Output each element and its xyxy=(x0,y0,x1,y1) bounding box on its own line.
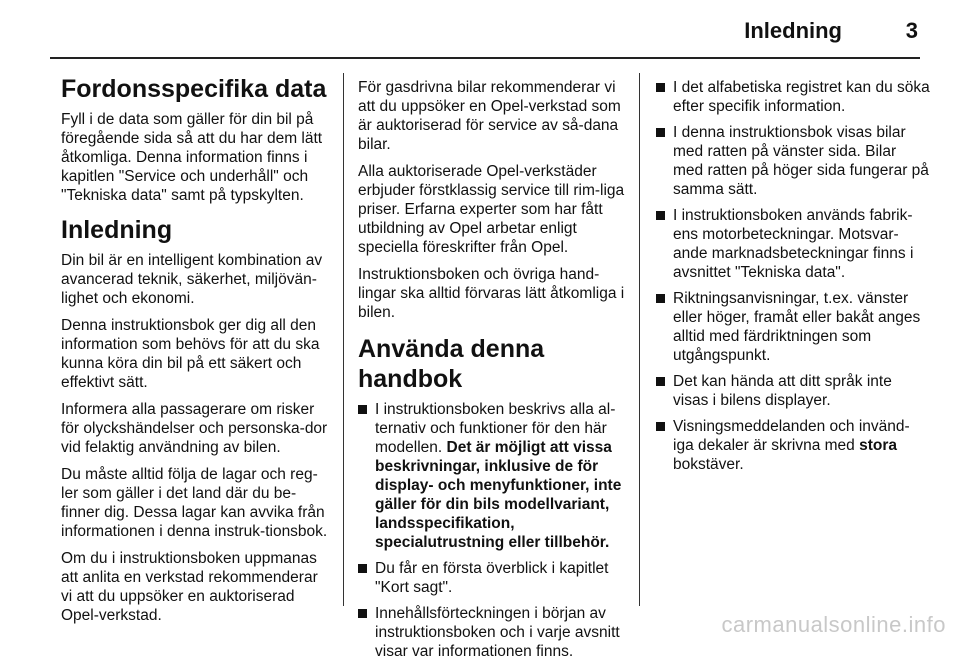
square-bullet-icon xyxy=(656,377,665,386)
header-rule xyxy=(50,57,920,59)
column-divider-2 xyxy=(639,73,640,606)
section-title-using-handbook: Använda denna handbok xyxy=(358,335,545,393)
list-item xyxy=(656,123,930,199)
list-item xyxy=(656,289,930,365)
paragraph: Du måste alltid följa de lagar och reg-ler som gäller i det land där du be-finner dig. Dessa lagar kan avvika från informationen i denna instruk-tionsbok. xyxy=(61,466,328,540)
paragraph: Om du i instruktionsboken uppmanas att anlita en verkstad rekommenderar vi att du uppsöker en auktoriserad Opel-verkstad. xyxy=(61,550,318,624)
column-1 xyxy=(61,74,329,633)
page-number: 3 xyxy=(905,18,918,43)
list-item-text: Riktningsanvisningar, t.ex. vänster eller höger, framåt eller bakåt anges alltid med färdriktningen som utgångspunkt. xyxy=(673,290,921,364)
list-item-text: bokstäver. xyxy=(673,456,744,473)
column-3 xyxy=(656,78,930,481)
square-bullet-icon xyxy=(656,294,665,303)
list-item xyxy=(656,206,930,282)
paragraph: Informera alla passagerare om risker för olyckshändelser och personska-dor vid felaktig användning av bilen. xyxy=(61,401,328,456)
paragraph: Denna instruktionsbok ger dig all den information som behövs för att du ska kunna köra din bil på ett säkert och effektivt sätt. xyxy=(61,317,320,391)
bullet-list xyxy=(358,400,630,661)
square-bullet-icon xyxy=(358,564,367,573)
list-item-text: Det kan hända att ditt språk inte visas i bilens displayer. xyxy=(673,373,892,409)
page-header-title: Inledning xyxy=(744,18,842,43)
paragraph: Instruktionsboken och övriga hand-lingar ska alltid förvaras lätt åtkomliga i bilen. xyxy=(358,266,625,321)
watermark: carmanualsonline.info xyxy=(721,612,946,637)
paragraph: Alla auktoriserade Opel-verkstäder erbjuder förstklassig service till rim-liga priser. Erfarna experter som har fått utbildning av Opel arbetar enligt speciella föreskrifter från Opel. xyxy=(358,163,625,256)
paragraph: Din bil är en intelligent kombination av avancerad teknik, säkerhet, miljövän-lighet och ekonomi. xyxy=(61,252,323,307)
paragraph: För gasdrivna bilar rekommenderar vi att du uppsöker en Opel-verkstad som är auktoriserad för service av så-dana bilar. xyxy=(358,79,621,153)
column-2 xyxy=(358,78,630,668)
section-title-vehicle-data: Fordonsspecifika data xyxy=(61,75,327,103)
square-bullet-icon xyxy=(358,405,367,414)
list-item-text: Du får en första överblick i kapitlet "Kort sagt". xyxy=(375,560,609,596)
list-item xyxy=(656,78,930,116)
square-bullet-icon xyxy=(656,211,665,220)
paragraph: Fyll i de data som gäller för din bil på föregående sida så att du har dem lätt åtkomliga. Denna information finns i kapitlen "Service och underhåll" och "Tekniska data" samt på typskylten. xyxy=(61,111,323,204)
list-item-bold-text: Det är möjligt att vissa beskrivningar, inklusive de för display- och menyfunktioner, inte gäller för din bils modellvariant, landsspecifikation, specialutrustning eller tillbehör. xyxy=(375,439,622,551)
list-item xyxy=(358,400,630,552)
list-item xyxy=(656,372,930,410)
column-divider-1 xyxy=(343,73,344,606)
list-item-text: I instruktionsboken beskrivs alla al-ternativ och funktioner för den här modellen. xyxy=(375,401,616,456)
list-item-text: I instruktionsboken används fabrik-ens motorbeteckningar. Motsvar-ande marknadsbeteckningar finns i avsnittet "Tekniska data". xyxy=(673,207,914,281)
section-title-introduction: Inledning xyxy=(61,216,173,244)
list-item-text: I denna instruktionsbok visas bilar med ratten på vänster sida. Bilar med ratten på höger sida fungerar på samma sätt. xyxy=(673,124,929,198)
list-item-text: Visningsmeddelanden och invänd-iga dekaler är skrivna med xyxy=(673,418,910,454)
list-item-text: Innehållsförteckningen i början av instruktionsboken och i varje avsnitt visar var informationen finns. xyxy=(375,605,620,660)
square-bullet-icon xyxy=(656,83,665,92)
square-bullet-icon xyxy=(656,422,665,431)
bullet-list xyxy=(656,78,930,474)
list-item xyxy=(358,604,630,661)
square-bullet-icon xyxy=(656,128,665,137)
list-item-bold-text: stora xyxy=(859,437,897,454)
list-item-text: I det alfabetiska registret kan du söka efter specifik information. xyxy=(673,79,930,115)
square-bullet-icon xyxy=(358,609,367,618)
list-item xyxy=(358,559,630,597)
list-item xyxy=(656,417,930,474)
